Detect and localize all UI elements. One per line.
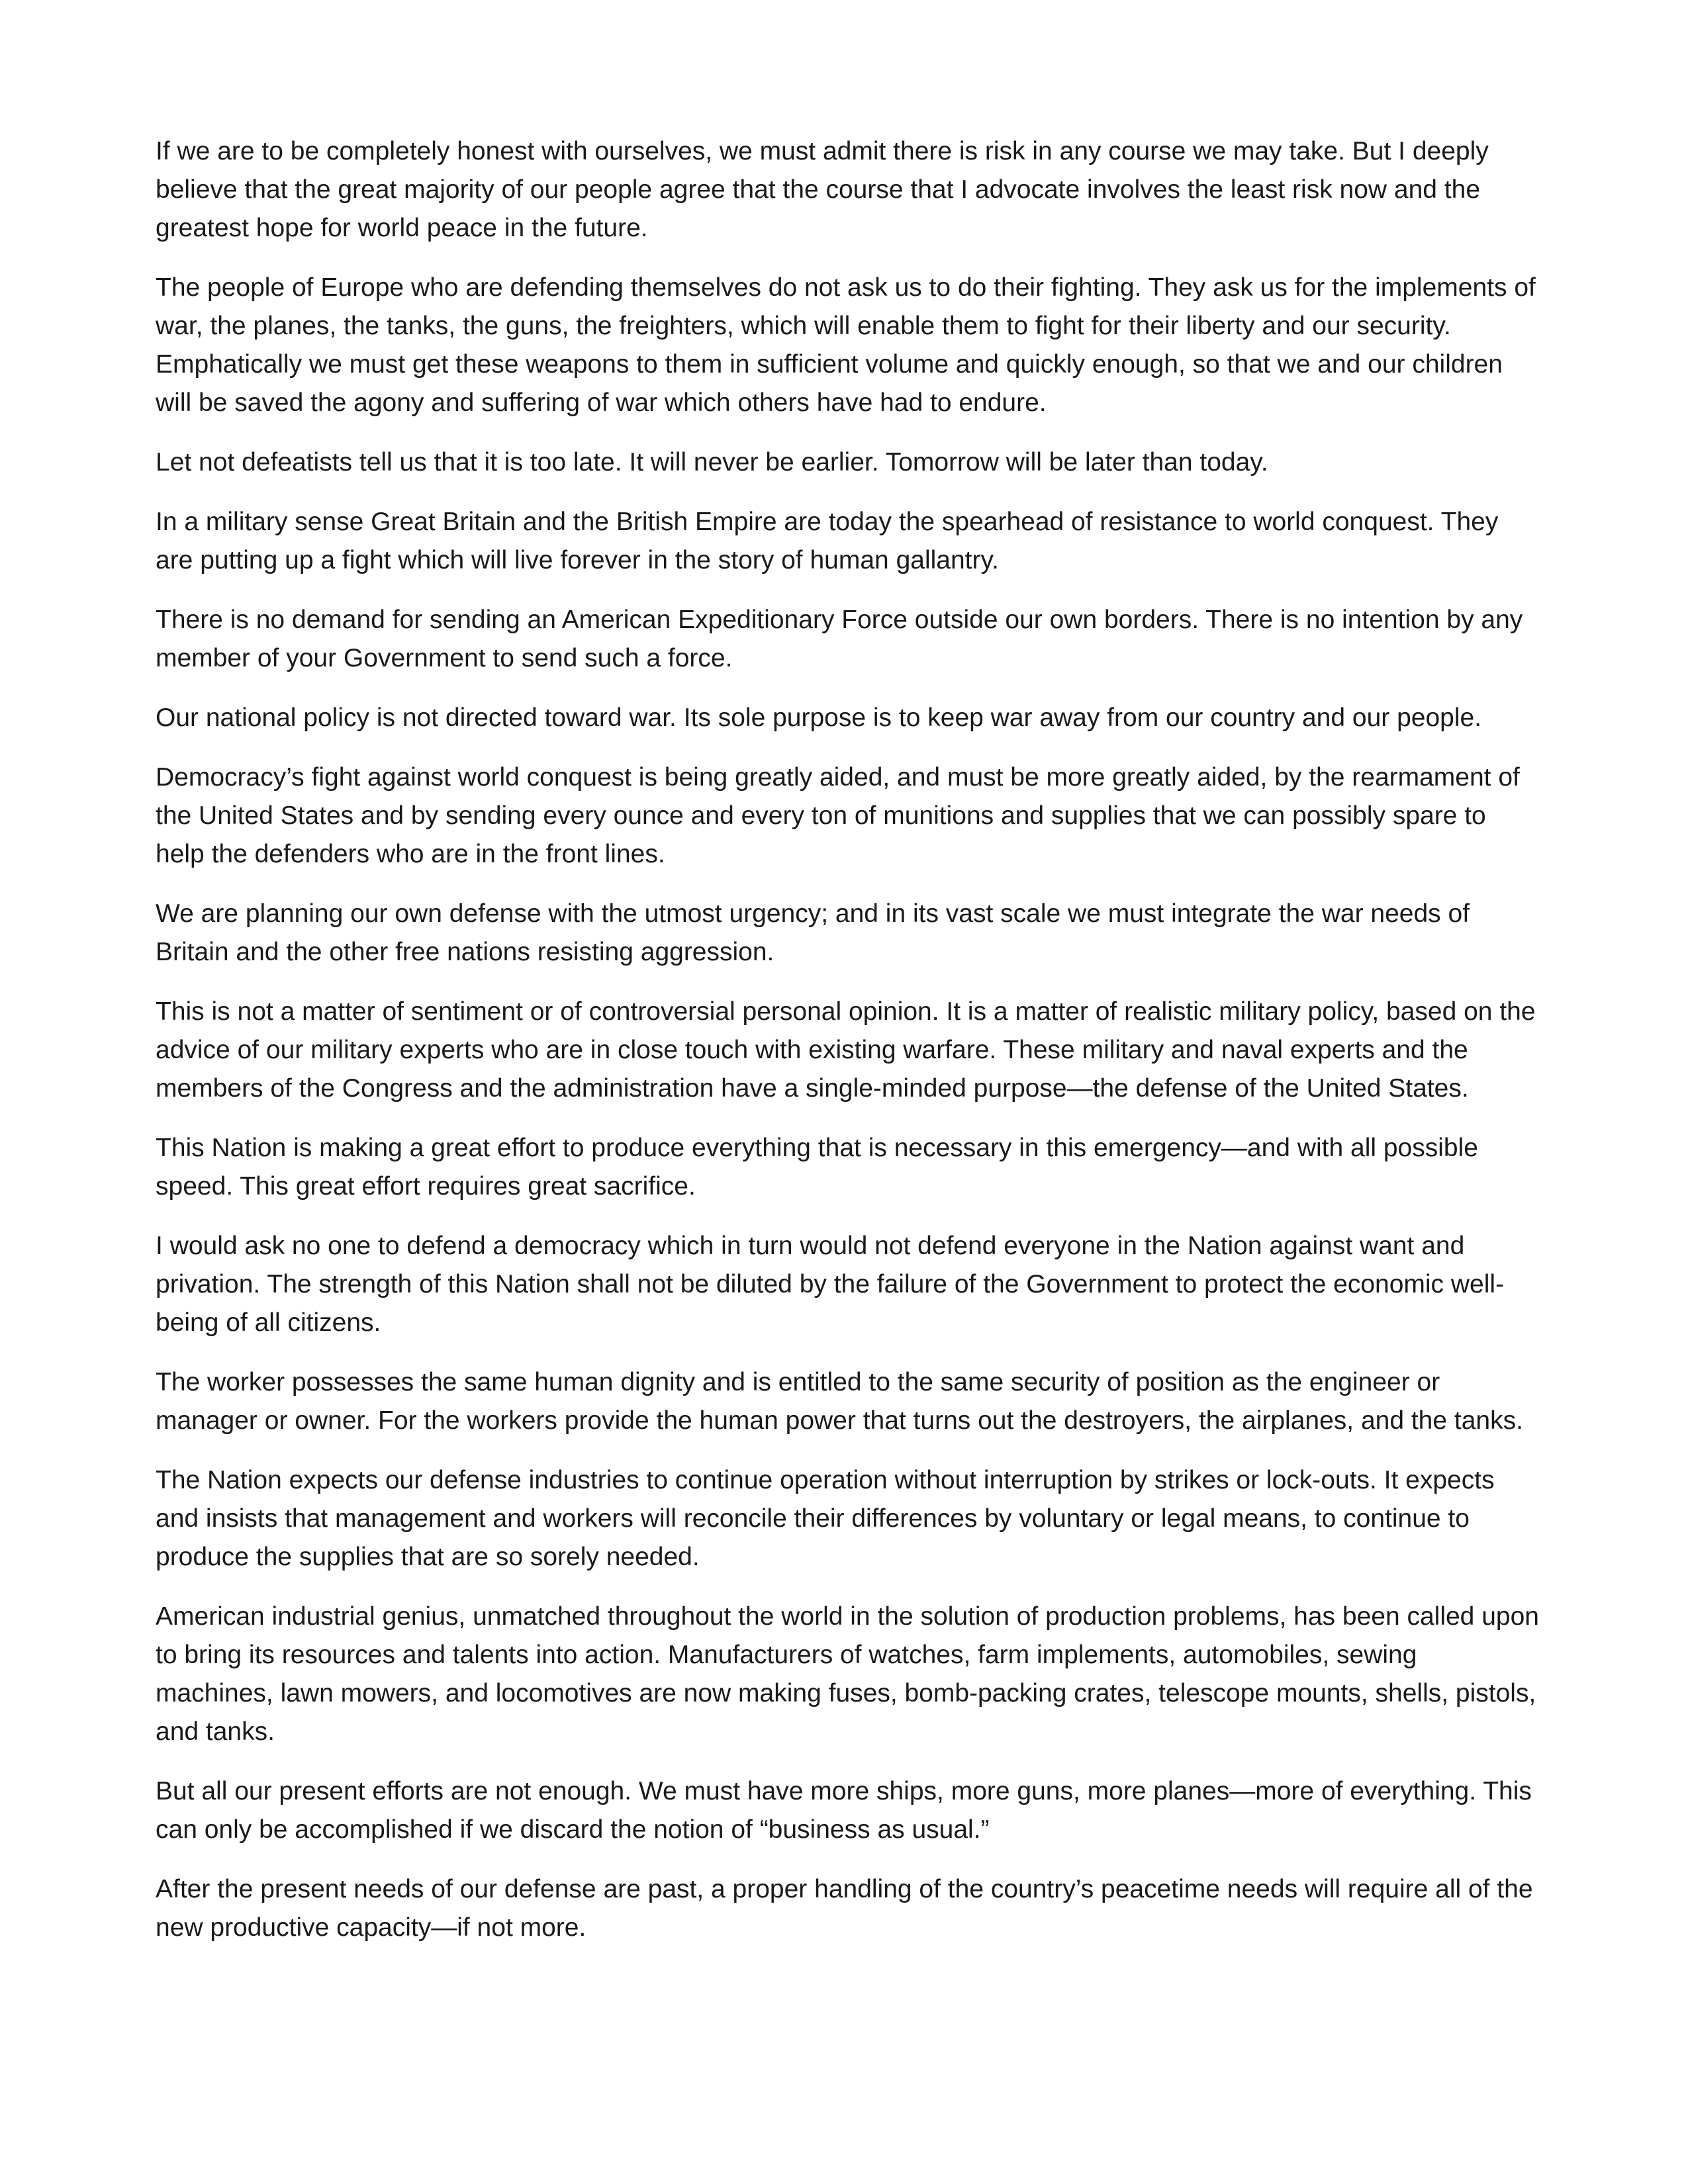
document-body: [156, 132, 1539, 1968]
paragraph-4: In a military sense Great Britain and the British Empire are today the spearhead of resistance to world conquest. They are putting up a fight which will live forever in the story of human gallantry.: [156, 508, 1499, 574]
paragraph-2: The people of Europe who are defending themselves do not ask us to do their fighting. They ask us for the implements of war, the planes, the tanks, the guns, the freighters, which will enable them to fight for their liberty and our security. Emphatically we must get these weapons to them in sufficient volume and quickly enough, so that we and our children will be saved the agony and suffering of war which others have had to endure.: [156, 273, 1536, 417]
paragraph-12: The worker possesses the same human dignity and is entitled to the same security of position as the engineer or manager or owner. For the workers provide the human power that turns out the destroyers, the airplanes, and the tanks.: [156, 1368, 1523, 1435]
paragraph-15: But all our present efforts are not enough. We must have more ships, more guns, more planes—more of everything. This can only be accomplished if we discard the notion of “business as usual.”: [156, 1777, 1532, 1844]
paragraph-16: After the present needs of our defense are past, a proper handling of the country’s peacetime needs will require all of the new productive capacity—if not more.: [156, 1875, 1533, 1942]
paragraph-9: This is not a matter of sentiment or of controversial personal opinion. It is a matter of realistic military policy, based on the advice of our military experts who are in close touch with existing warfare. These military and naval experts and the members of the Congress and the administration have a single-minded purpose—the defense of the United States.: [156, 997, 1536, 1103]
paragraph-5: There is no demand for sending an American Expeditionary Force outside our own borders. There is no intention by any member of your Government to send such a force.: [156, 606, 1523, 672]
paragraph-11: I would ask no one to defend a democracy which in turn would not defend everyone in the Nation against want and privation. The strength of this Nation shall not be diluted by the failure of the Government to protect the economic well-being of all citizens.: [156, 1232, 1505, 1337]
paragraph-1: If we are to be completely honest with ourselves, we must admit there is risk in any course we may take. But I deeply believe that the great majority of our people agree that the course that I advocate involves the least risk now and the greatest hope for world peace in the future.: [156, 137, 1489, 242]
paragraph-14: American industrial genius, unmatched throughout the world in the solution of production problems, has been called upon to bring its resources and talents into action. Manufacturers of watches, farm implements, automobiles, sewing machines, lawn mowers, and locomotives are now making fuses, bomb-packing crates, telescope mounts, shells, pistols, and tanks.: [156, 1602, 1539, 1746]
paragraph-3: Let not defeatists tell us that it is too late. It will never be earlier. Tomorrow will be later than today.: [156, 448, 1268, 477]
paragraph-13: The Nation expects our defense industries to continue operation without interruption by strikes or lock-outs. It expects and insists that management and workers will reconcile their differences by voluntary or legal means, to continue to produce the supplies that are so sorely needed.: [156, 1466, 1495, 1571]
paragraph-8: We are planning our own defense with the utmost urgency; and in its vast scale we must integrate the war needs of Britain and the other free nations resisting aggression.: [156, 899, 1470, 966]
paragraph-10: This Nation is making a great effort to produce everything that is necessary in this emergency—and with all possible speed. This great effort requires great sacrifice.: [156, 1134, 1478, 1201]
paragraph-7: Democracy’s fight against world conquest is being greatly aided, and must be more greatly aided, by the rearmament of the United States and by sending every ounce and every ton of munitions and supplies that we can possibly spare to help the defenders who are in the front lines.: [156, 763, 1520, 868]
paragraph-6: Our national policy is not directed toward war. Its sole purpose is to keep war away from our country and our people.: [156, 704, 1482, 732]
